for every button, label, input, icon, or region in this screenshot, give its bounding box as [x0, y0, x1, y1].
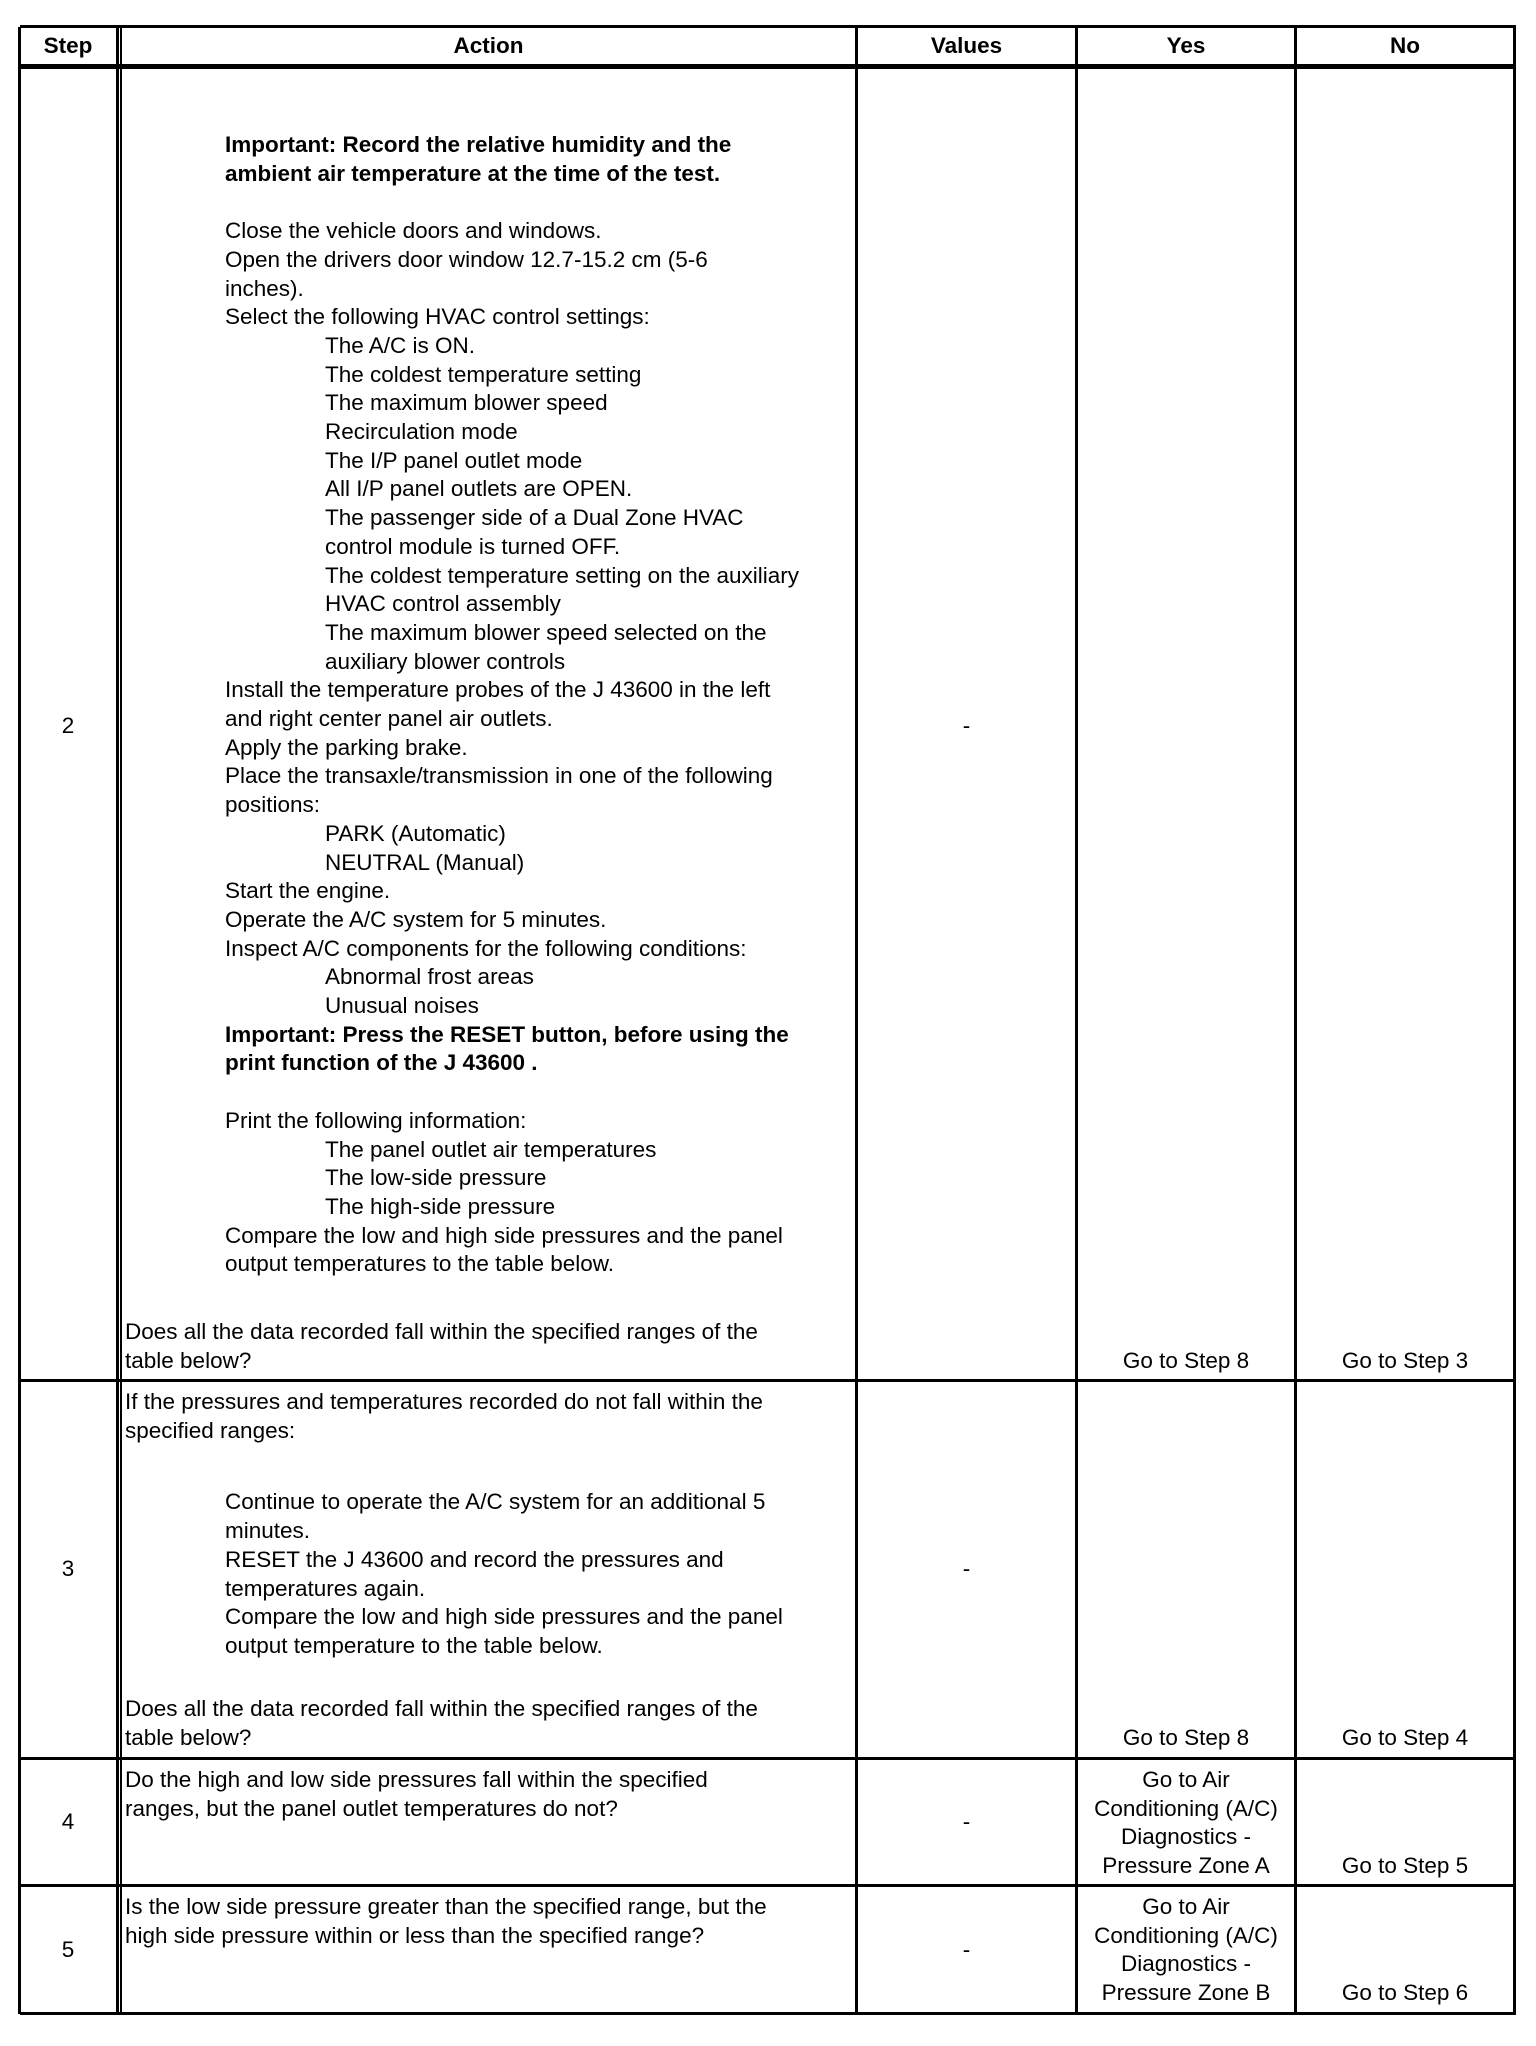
- step-number: 2: [61, 713, 75, 738]
- important-note: Important: Press the RESET button, before using the print function of the J 43600 .: [225, 1021, 789, 1076]
- col-border: [1075, 27, 1078, 2014]
- instruction-line: Start the engine.: [225, 878, 391, 904]
- values-cell: -: [962, 713, 971, 738]
- important-note: Important: Record the relative humidity and the ambient air temperature at the time of the test.: [225, 132, 732, 186]
- instruction-line: Close the vehicle doors and windows.: [225, 218, 602, 244]
- instruction-line: positions:: [225, 792, 321, 818]
- sub-instruction-line: The maximum blower speed: [325, 390, 608, 416]
- col-border: [1294, 27, 1297, 2014]
- yes-action: Go to Air Conditioning (A/C) Diagnostics - Pressure Zone B: [1094, 1894, 1278, 2006]
- sub-instruction-line: The maximum blower speed selected on the: [325, 619, 767, 645]
- instruction-line: inches).: [225, 275, 304, 301]
- step-2-action: [125, 131, 853, 1279]
- step-5-action: Is the low side pressure greater than the specified range, but the high side pressure within or less than the specified range?: [125, 1894, 767, 1948]
- instruction-line: Open the drivers door window 12.7-15.2 cm (5-6: [225, 246, 708, 272]
- col-border: [855, 27, 858, 2014]
- yes-action: Go to Step 8: [1122, 1725, 1250, 1750]
- sub-instruction-line: PARK (Automatic): [325, 820, 506, 846]
- sub-instruction-line: The coldest temperature setting: [325, 361, 642, 387]
- step-number: 4: [61, 1809, 75, 1834]
- row-divider: [20, 1379, 1516, 1382]
- sub-instruction-line: All I/P panel outlets are OPEN.: [325, 476, 633, 502]
- values-cell: -: [962, 1937, 971, 1962]
- header-values: Values: [930, 33, 1003, 58]
- sub-instruction-line: control module is turned OFF.: [325, 533, 621, 559]
- step-3-question: Does all the data recorded fall within the specified ranges of the table below?: [125, 1696, 758, 1750]
- instruction-list: [125, 1107, 853, 1279]
- header-yes: Yes: [1166, 33, 1206, 58]
- instruction-line: Print the following information:: [225, 1107, 527, 1133]
- instruction-line: Compare the low and high side pressures and the panel: [225, 1222, 783, 1248]
- sub-instruction-line: NEUTRAL (Manual): [325, 849, 525, 875]
- instruction-line: Operate the A/C system for 5 minutes.: [225, 906, 607, 932]
- instruction-list: [125, 217, 853, 1021]
- sub-instruction-line: The coldest temperature setting on the auxiliary: [325, 562, 800, 588]
- col-border: [120, 27, 122, 2014]
- header-no: No: [1390, 33, 1420, 58]
- step-2-question: Does all the data recorded fall within the specified ranges of the table below?: [125, 1319, 758, 1373]
- instruction-line: Inspect A/C components for the following conditions:: [225, 935, 747, 961]
- table-border-top: [20, 25, 1516, 28]
- sub-instruction-line: The I/P panel outlet mode: [325, 447, 583, 473]
- instruction-line: Select the following HVAC control settings:: [225, 304, 650, 330]
- header-step: Step: [43, 33, 93, 58]
- sub-instruction-line: Abnormal frost areas: [325, 964, 534, 990]
- values-cell: -: [962, 1556, 971, 1581]
- sub-instruction-line: Recirculation mode: [325, 419, 518, 445]
- no-action: Go to Step 4: [1341, 1725, 1469, 1750]
- col-border: [18, 27, 21, 2014]
- instruction-line: Apply the parking brake.: [225, 734, 468, 760]
- yes-action: Go to Air Conditioning (A/C) Diagnostics - Pressure Zone A: [1094, 1767, 1278, 1879]
- values-cell: -: [962, 1809, 971, 1834]
- row-divider: [20, 1757, 1516, 1760]
- col-border: [1513, 27, 1516, 2014]
- step-4-action: Do the high and low side pressures fall within the specified ranges, but the panel outlet temperatures do not?: [125, 1767, 708, 1821]
- sub-instruction-line: The high-side pressure: [325, 1193, 556, 1219]
- yes-action: Go to Step 8: [1122, 1348, 1250, 1373]
- sub-instruction-line: auxiliary blower controls: [325, 648, 566, 674]
- header-action: Action: [453, 33, 524, 58]
- instruction-line: output temperatures to the table below.: [225, 1251, 615, 1277]
- instruction-line: Place the transaxle/transmission in one of the following: [225, 763, 773, 789]
- table-border-bottom: [20, 2012, 1516, 2015]
- sub-instruction-line: Unusual noises: [325, 993, 479, 1019]
- instruction-line: and right center panel air outlets.: [225, 706, 553, 732]
- sub-instruction-line: The panel outlet air temperatures: [325, 1136, 657, 1162]
- no-action: Go to Step 3: [1341, 1348, 1469, 1373]
- row-divider: [20, 1884, 1516, 1887]
- col-border: [116, 27, 119, 2014]
- no-action: Go to Step 6: [1341, 1980, 1469, 2005]
- step-number: 5: [61, 1937, 75, 1962]
- sub-instruction-line: HVAC control assembly: [325, 591, 561, 617]
- sub-instruction-line: The A/C is ON.: [325, 332, 476, 358]
- header-divider-double: [20, 67, 1516, 69]
- step-3-action: If the pressures and temperatures recorded do not fall within the specified ranges: Continue to operate the A/C system for an additional 5 minutes. RESET the J 43600 and record the pressures and temperatures again. Compare the low and high side pressures and the panel output temperature to the table below.: [125, 1389, 783, 1658]
- sub-instruction-line: The low-side pressure: [325, 1165, 547, 1191]
- no-action: Go to Step 5: [1341, 1853, 1469, 1878]
- step-number: 3: [61, 1556, 75, 1581]
- sub-instruction-line: The passenger side of a Dual Zone HVAC: [325, 505, 744, 531]
- instruction-line: Install the temperature probes of the J 43600 in the left: [225, 677, 771, 703]
